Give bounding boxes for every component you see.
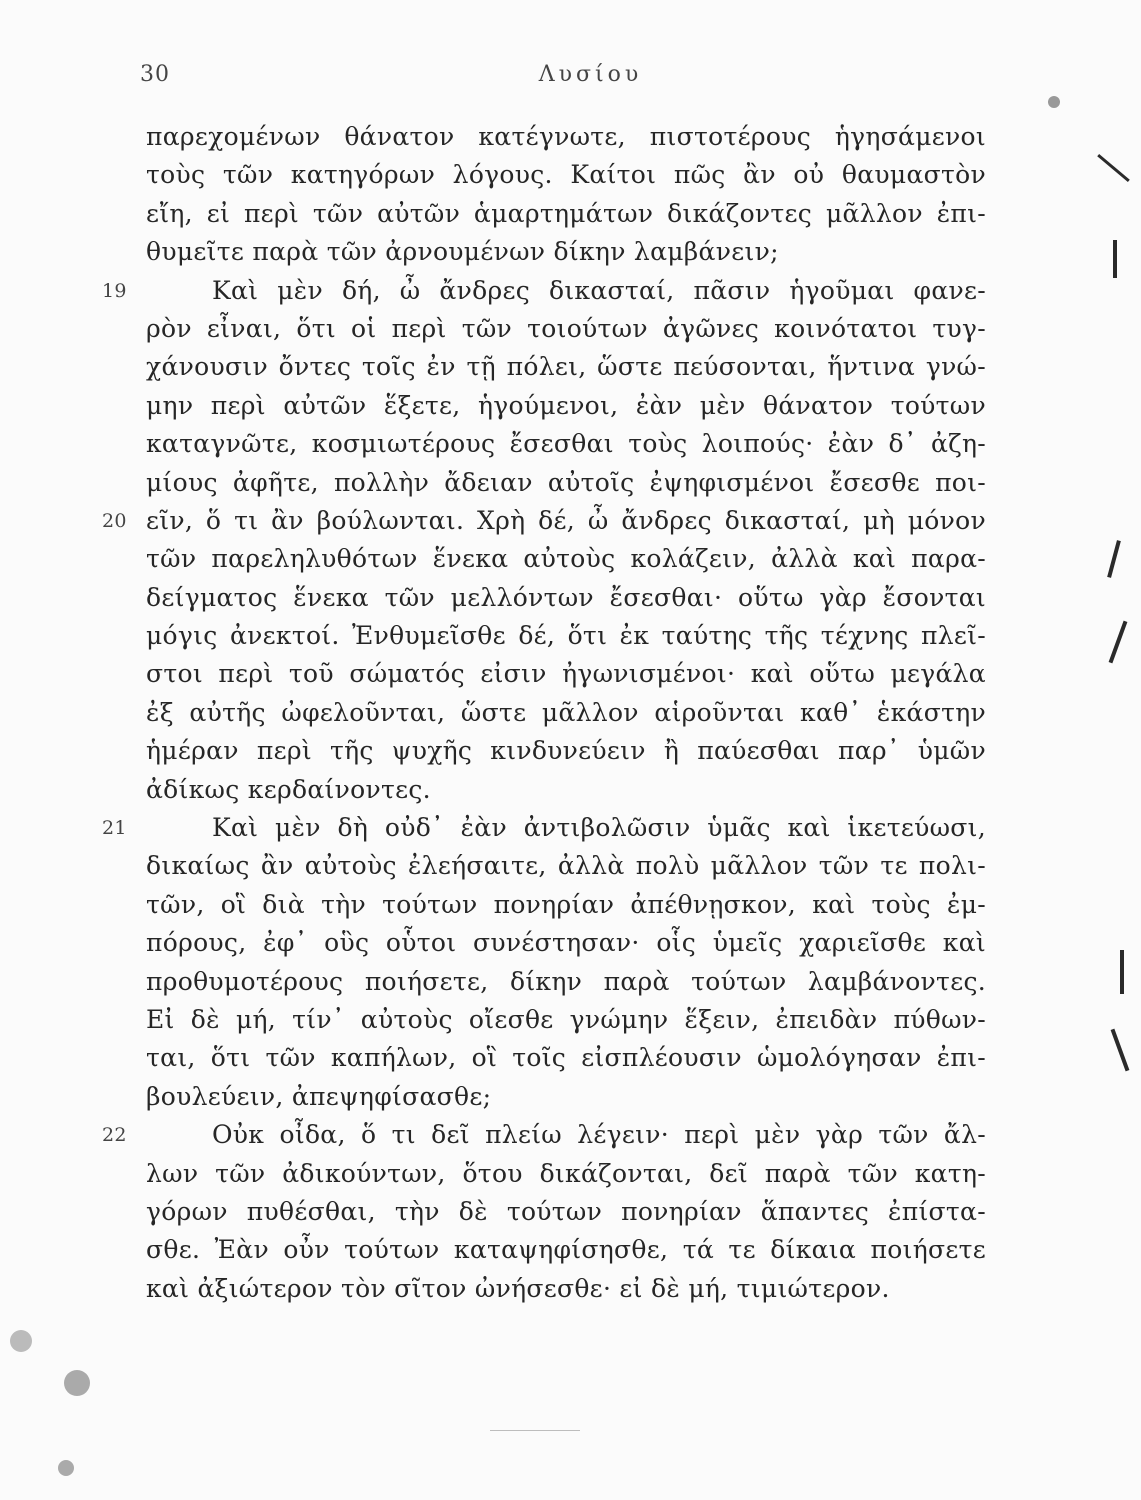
text-line — [102, 809, 986, 847]
text-line — [146, 1001, 986, 1039]
margin-mark — [1111, 1029, 1130, 1072]
text-line — [146, 1193, 986, 1231]
line-text: δικαίως ἂν αὐτοὺς ἐλεήσαιτε, ἀλλὰ πολὺ μᾶλλον τῶν τε πολι- — [146, 851, 986, 881]
text-line — [146, 617, 986, 655]
margin-mark — [1097, 154, 1130, 182]
running-head: Λυσίου — [538, 62, 643, 87]
line-text: δείγματος ἕνεκα τῶν μελλόντων ἔσεσθαι· οὕτω γὰρ ἔσονται — [146, 582, 986, 612]
line-text: Οὐκ οἶδα, ὅ τι δεῖ πλείω λέγειν· περὶ μὲν γὰρ τῶν ἄλ- — [212, 1120, 986, 1150]
text-line — [146, 963, 986, 1001]
line-text: παρεχομένων θάνατον κατέγνωτε, πιστοτέρους ἡγησάμενοι — [146, 122, 986, 151]
text-line — [146, 1078, 986, 1116]
text-line — [146, 694, 986, 732]
margin-mark — [1113, 240, 1117, 278]
line-text: ρὸν εἶναι, ὅτι οἱ περὶ τῶν τοιούτων ἀγῶνες κοινότατοι τυγ- — [146, 313, 986, 343]
section-number: 22 — [102, 1124, 127, 1147]
line-text: προθυμοτέρους ποιήσετε, δίκην παρὰ τούτων λαμβάνοντες. — [146, 966, 986, 996]
text-line — [146, 771, 986, 809]
text-line — [146, 1231, 986, 1269]
margin-spot — [1048, 96, 1060, 108]
text-line — [102, 502, 986, 540]
line-text: μόγις ἀνεκτοί. Ἐνθυμεῖσθε δέ, ὅτι ἐκ ταύτης τῆς τέχνης πλεῖ- — [146, 621, 986, 651]
text-line — [146, 732, 986, 770]
line-text: μίους ἀφῆτε, πολλὴν ἄδειαν αὐτοῖς ἐψηφισμένοι ἔσεσθε ποι- — [146, 467, 986, 497]
text-line — [146, 233, 986, 271]
line-text: πόρους, ἐφ᾽ οὓς οὗτοι συνέστησαν· οἷς ὑμεῖς χαριεῖσθε καὶ — [146, 928, 986, 958]
margin-spot — [58, 1460, 74, 1476]
line-text: τῶν, οἳ διὰ τὴν τούτων πονηρίαν ἀπέθνῃσκον, καὶ τοὺς ἐμ- — [146, 889, 986, 919]
line-text: ται, ὅτι τῶν καπήλων, οἳ τοῖς εἰσπλέουσιν ὡμολόγησαν ἐπι- — [146, 1043, 986, 1073]
text-line — [146, 1155, 986, 1193]
page-number: 30 — [140, 62, 170, 87]
text-line — [146, 540, 986, 578]
text-line — [146, 886, 986, 924]
end-rule — [490, 1430, 580, 1431]
text-line — [146, 1270, 986, 1308]
line-text: καταγνῶτε, κοσμιωτέρους ἔσεσθαι τοὺς λοιπούς· ἐὰν δ᾽ ἀζη- — [146, 429, 986, 459]
text-line — [146, 655, 986, 693]
line-text: εῖν, ὅ τι ἂν βούλωνται. Χρὴ δέ, ὦ ἄνδρες δικασταί, μὴ μόνον — [146, 505, 986, 535]
text-line — [146, 579, 986, 617]
line-text: τοὺς τῶν κατηγόρων λόγους. Καίτοι πῶς ἂν οὐ θαυμαστὸν — [146, 160, 986, 190]
line-text: καὶ ἀξιώτερον τὸν σῖτον ὠνήσεσθε· εἰ δὲ μή, τιμιώτερον. — [146, 1273, 890, 1303]
line-text: ἐξ αὐτῆς ὠφελοῦνται, ὥστε μᾶλλον αἱροῦνται καθ᾽ ἑκάστην — [146, 697, 986, 727]
text-line — [146, 425, 986, 463]
section-number: 19 — [102, 279, 127, 302]
margin-spot — [10, 1330, 32, 1352]
text-line — [146, 156, 986, 194]
margin-mark — [1120, 950, 1124, 994]
line-text: Καὶ μὲν δὴ οὐδ᾽ ἐὰν ἀντιβολῶσιν ὑμᾶς καὶ ἱκετεύωσι, — [212, 813, 986, 843]
text-line — [102, 1116, 986, 1154]
line-text: ἀδίκως κερδαίνοντες. — [146, 774, 431, 804]
text-line — [146, 195, 986, 233]
section-number: 20 — [102, 509, 127, 532]
margin-spot — [64, 1370, 90, 1396]
text-line — [146, 1039, 986, 1077]
line-text: ἡμέραν περὶ τῆς ψυχῆς κινδυνεύειν ἢ παύεσθαι παρ᾽ ὑμῶν — [146, 736, 986, 766]
text-line — [146, 387, 986, 425]
line-text: γόρων πυθέσθαι, τὴν δὲ τούτων πονηρίαν ἅπαντες ἐπίστα- — [146, 1196, 986, 1226]
margin-mark — [1107, 540, 1121, 578]
text-line — [146, 118, 986, 156]
text-line — [146, 348, 986, 386]
line-text: Εἰ δὲ μή, τίν᾽ αὐτοὺς οἴεσθε γνώμην ἕξειν, ἐπειδὰν πύθων- — [146, 1004, 986, 1034]
line-text: στοι περὶ τοῦ σώματός εἰσιν ἠγωνισμένοι· καὶ οὕτω μεγάλα — [146, 659, 986, 689]
line-text: θυμεῖτε παρὰ τῶν ἀρνουμένων δίκην λαμβάνειν; — [146, 237, 779, 267]
text-line — [146, 924, 986, 962]
line-text: τῶν παρεληλυθότων ἕνεκα αὐτοὺς κολάζειν, ἀλλὰ καὶ παρα- — [146, 544, 986, 574]
line-text: Καὶ μὲν δή, ὦ ἄνδρες δικασταί, πᾶσιν ἡγοῦμαι φανε- — [212, 275, 986, 305]
text-line — [102, 272, 986, 310]
line-text: λων τῶν ἀδικούντων, ὅτου δικάζονται, δεῖ παρὰ τῶν κατη- — [146, 1158, 986, 1188]
text-line — [146, 310, 986, 348]
margin-mark — [1109, 621, 1128, 664]
line-text: μην περὶ αὐτῶν ἕξετε, ἡγούμενοι, ἐὰν μὲν θάνατον τούτων — [146, 390, 986, 420]
line-text: σθε. Ἐὰν οὖν τούτων καταψηφίσησθε, τά τε δίκαια ποιήσετε — [146, 1235, 986, 1265]
line-text: χάνουσιν ὄντες τοῖς ἐν τῇ πόλει, ὥστε πεύσονται, ἥντινα γνώ- — [146, 352, 986, 382]
section-number: 21 — [102, 817, 127, 840]
text-line — [146, 847, 986, 885]
text-line — [146, 464, 986, 502]
body-text — [102, 118, 986, 1308]
line-text: εἴη, εἰ περὶ τῶν αὐτῶν ἁμαρτημάτων δικάζοντες μᾶλλον ἐπι- — [146, 198, 986, 228]
line-text: βουλεύειν, ἀπεψηφίσασθε; — [146, 1081, 492, 1111]
